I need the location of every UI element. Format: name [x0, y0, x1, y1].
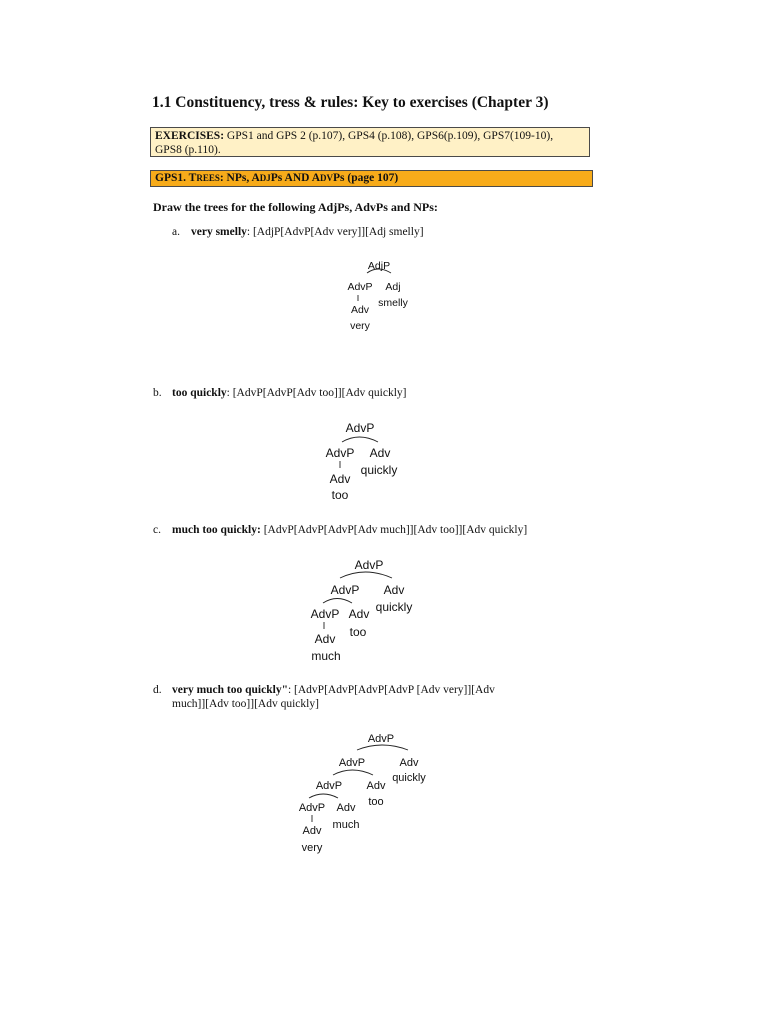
- tree-leaf: too: [368, 796, 384, 808]
- tree-node: AdvP: [347, 281, 373, 293]
- exercises-box: [150, 127, 590, 157]
- page-title: 1.1 Constituency, tress & rules: Key to exercises (Chapter 3): [152, 94, 549, 111]
- item-phrase: too quickly: [172, 387, 227, 399]
- tree-branch: [342, 437, 378, 442]
- tree-node: Adv: [336, 802, 356, 814]
- tree-branch: [309, 794, 338, 798]
- tree-leaf: too: [331, 488, 349, 502]
- section-header-part: DV: [320, 173, 333, 183]
- tree-node: Adv: [302, 825, 322, 837]
- tree-diagram-d: [290, 728, 440, 858]
- tree-leaf: much: [311, 649, 341, 663]
- tree-branch: [357, 745, 408, 750]
- tree-node: AdvP: [338, 757, 366, 769]
- tree-diagram-a: [330, 255, 440, 335]
- tree-node: Adv: [350, 304, 370, 316]
- tree-node: Adv: [366, 780, 386, 792]
- item-label: b.: [153, 387, 162, 399]
- tree-node: Adv: [314, 632, 336, 646]
- tree-node: Adv: [348, 607, 370, 621]
- exercises-label: EXERCISES:: [155, 130, 225, 142]
- exercises-text-line1: GPS1 and GPS 2 (p.107), GPS4 (p.108), GPS6(p.109), GPS7(109-10),: [224, 130, 554, 142]
- instruction: Draw the trees for the following AdjPs, AdvPs and NPs:: [153, 200, 438, 214]
- section-header-part: Ps AND: [270, 172, 312, 184]
- item-bracket: : [AdjP[AdvP[Adv very]][Adj smelly]: [246, 226, 424, 238]
- item-bracket: : [AdvP[AdvP[AdvP[AdvP [Adv very]][Adv: [287, 684, 495, 696]
- item-label: c.: [153, 524, 161, 536]
- tree-node: AdvP: [367, 733, 395, 745]
- tree-branch: [340, 572, 392, 578]
- tree-node: AdvP: [330, 583, 360, 597]
- tree-leaf: much: [332, 819, 360, 831]
- tree-branch: [333, 770, 373, 775]
- tree-branch: [323, 599, 352, 604]
- section-header-part: : NPs, A: [219, 172, 260, 184]
- tree-node: Adv: [329, 472, 351, 486]
- tree-node: AdjP: [367, 260, 391, 272]
- exercise-item-c: [153, 524, 527, 536]
- item-phrase: much too quickly:: [172, 524, 261, 536]
- item-bracket: [AdvP[AdvP[AdvP[Adv much]][Adv too]][Adv quickly]: [260, 524, 528, 536]
- tree-diagram-b: [315, 415, 425, 505]
- exercise-item-d: [153, 684, 495, 696]
- tree-leaf: smelly: [378, 297, 408, 309]
- section-header-part: A: [311, 172, 320, 184]
- tree-leaf: quickly: [375, 600, 413, 614]
- tree-leaf: very: [301, 842, 323, 854]
- tree-node: AdvP: [310, 607, 340, 621]
- section-header-part: REES: [196, 173, 220, 183]
- tree-node: Adj: [385, 281, 401, 293]
- item-phrase: very much too quickly": [172, 684, 288, 696]
- section-header: [150, 170, 593, 187]
- item-bracket-continuation: much]][Adv too]][Adv quickly]: [172, 698, 319, 710]
- exercise-item-a: [172, 226, 424, 238]
- item-phrase: very smelly: [191, 226, 247, 238]
- tree-node: Adv: [383, 583, 405, 597]
- section-header-part: Ps (page 107): [333, 172, 399, 184]
- item-label: d.: [153, 684, 162, 696]
- item-bracket: : [AdvP[AdvP[Adv too]][Adv quickly]: [226, 387, 407, 399]
- tree-leaf: too: [349, 625, 367, 639]
- tree-node: AdvP: [298, 802, 326, 814]
- tree-diagram-c: [300, 552, 430, 667]
- section-header-part: GPS1. T: [155, 172, 197, 184]
- tree-leaf: quickly: [392, 772, 426, 784]
- tree-node: AdvP: [354, 558, 384, 572]
- exercise-item-b: [153, 387, 406, 399]
- tree-leaf: very: [350, 320, 370, 332]
- section-header-part: DJ: [259, 173, 271, 183]
- item-label: a.: [172, 226, 180, 238]
- tree-node: AdvP: [315, 780, 343, 792]
- tree-node: AdvP: [345, 421, 375, 435]
- tree-node: Adv: [369, 446, 391, 460]
- exercises-text-line2: GPS8 (p.110).: [155, 144, 221, 156]
- tree-node: Adv: [399, 757, 419, 769]
- tree-node: AdvP: [325, 446, 355, 460]
- tree-leaf: quickly: [360, 463, 398, 477]
